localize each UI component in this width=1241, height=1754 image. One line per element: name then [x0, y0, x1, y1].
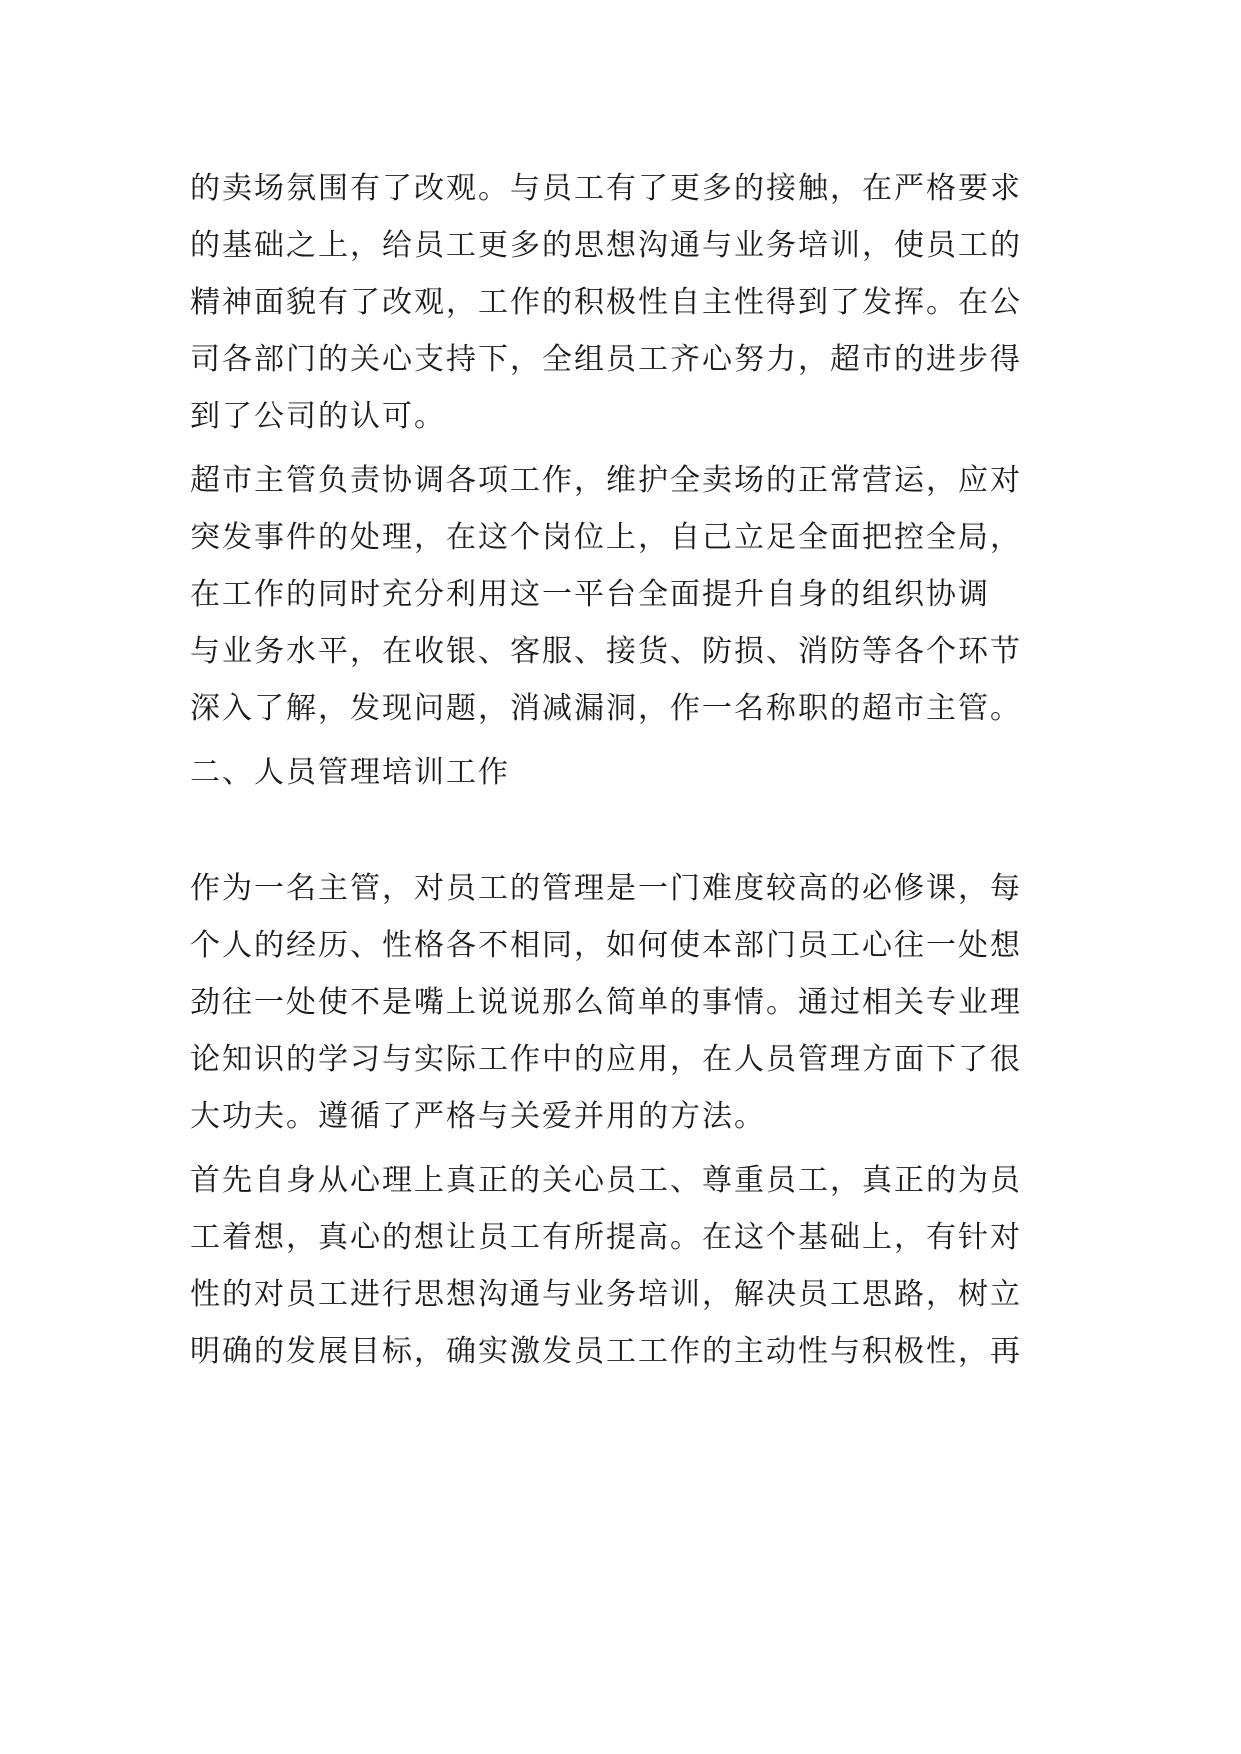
- paragraph-line: 工着想，真心的想让员工有所提高。在这个基础上，有针对: [190, 1220, 1022, 1255]
- paragraph-line: 司各部门的关心支持下，全组员工齐心努力，超市的进步得: [190, 342, 1022, 377]
- paragraph-line: 精神面貌有了改观，工作的积极性自主性得到了发挥。在公: [190, 285, 1022, 320]
- paragraph-line: 的卖场氛围有了改观。与员工有了更多的接触，在严格要求: [190, 171, 1022, 206]
- paragraph-line: 与业务水平，在收银、客服、接货、防损、消防等各个环节: [190, 634, 1022, 669]
- paragraph-care-for-staff: [190, 1152, 1070, 1380]
- section-heading: 二、人员管理培训工作: [190, 755, 510, 790]
- paragraph-line: 劲往一处使不是嘴上说说那么简单的事情。通过相关专业理: [190, 985, 1022, 1020]
- paragraph-supervisor-duties: [190, 452, 1070, 737]
- paragraph-staff-management: [190, 860, 1070, 1145]
- paragraph-line: 明确的发展目标，确实激发员工工作的主动性与积极性，再: [190, 1334, 1022, 1369]
- paragraph-line: 的基础之上，给员工更多的思想沟通与业务培训，使员工的: [190, 228, 1022, 263]
- paragraph-line: 作为一名主管，对员工的管理是一门难度较高的必修课，每: [190, 871, 1022, 906]
- paragraph-line: 到了公司的认可。: [190, 399, 446, 434]
- paragraph-line: 个人的经历、性格各不相同，如何使本部门员工心往一处想: [190, 928, 1022, 963]
- paragraph-line: 超市主管负责协调各项工作，维护全卖场的正常营运，应对: [190, 463, 1022, 498]
- paragraph-line: 论知识的学习与实际工作中的应用，在人员管理方面下了很: [190, 1042, 1022, 1077]
- paragraph-line: 在工作的同时充分利用这一平台全面提升自身的组织协调: [190, 577, 990, 612]
- paragraph-sales-floor: [190, 160, 1070, 445]
- paragraph-line: 突发事件的处理，在这个岗位上，自己立足全面把控全局，: [190, 520, 1022, 555]
- paragraph-line: 大功夫。遵循了严格与关爱并用的方法。: [190, 1099, 766, 1134]
- paragraph-line: 首先自身从心理上真正的关心员工、尊重员工，真正的为员: [190, 1163, 1022, 1198]
- paragraph-line: 性的对员工进行思想沟通与业务培训，解决员工思路，树立: [190, 1277, 1022, 1312]
- paragraph-line: 深入了解，发现问题，消减漏洞，作一名称职的超市主管。: [190, 691, 1022, 726]
